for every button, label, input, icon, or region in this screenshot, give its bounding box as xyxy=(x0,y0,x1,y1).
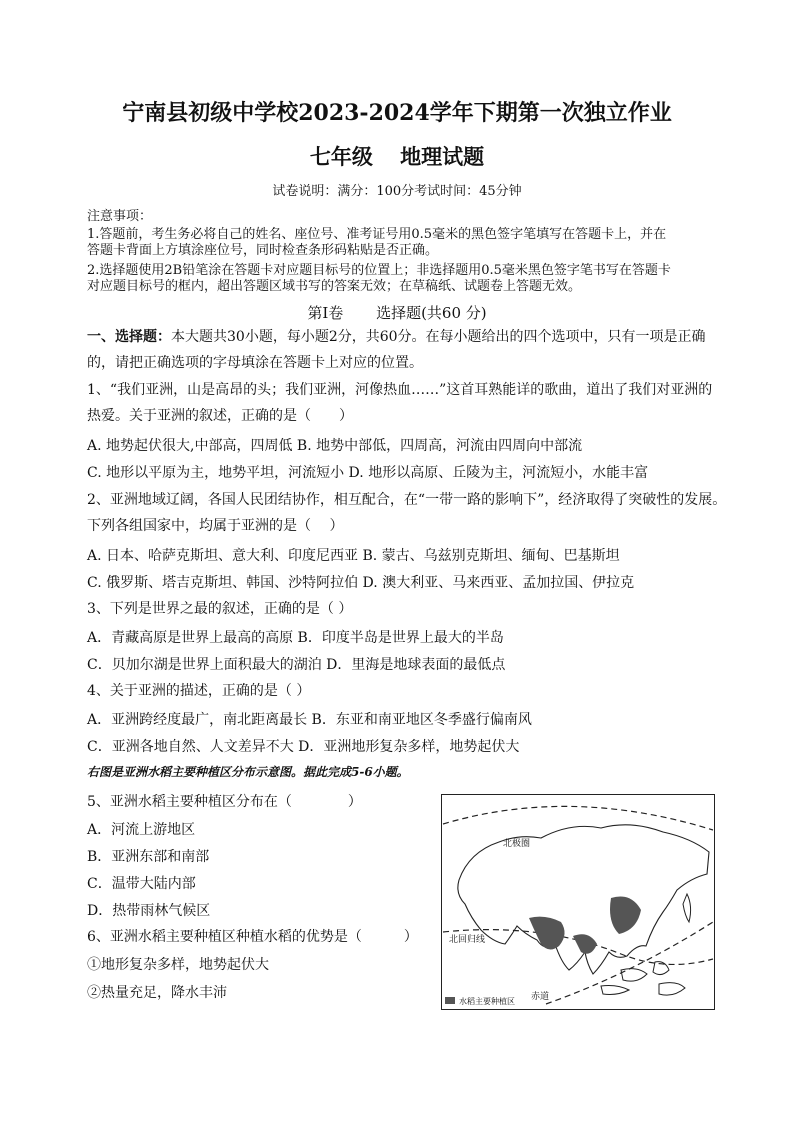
subject-label: 地理试题 xyxy=(400,144,485,169)
q5-option-c: C．温带大陆内部 xyxy=(87,876,196,892)
q5-option-b: B．亚洲东部和南部 xyxy=(87,849,210,865)
notice-item-1a: 1.答题前，考生务必将自己的姓名、座位号、准考证号用0.5毫米的黑色签字笔填写在答题卡上，并在 xyxy=(87,227,667,242)
q1-options-ab: A. 地势起伏很大,中部高，四周低 B. 地势中部低，四周高，河流由四周向中部流 xyxy=(87,438,583,454)
section-title xyxy=(0,302,794,323)
q4-options-cd: C．亚洲各地自然、人文差异不大 D．亚洲地形复杂多样，地势起伏大 xyxy=(87,739,520,755)
q2-stem-2: 下列各组国家中，均属于亚洲的是（ ） xyxy=(87,518,344,534)
q5-option-a: A．河流上游地区 xyxy=(87,822,196,838)
q3-stem: 3、下列是世界之最的叙述，正确的是（ ） xyxy=(87,601,353,617)
exam-title: 宁南县初级中学校2023-2024学年下期第一次独立作业 xyxy=(122,100,672,126)
label-tropic: 北回归线 xyxy=(449,935,486,945)
instructions-label: 一、选择题： xyxy=(87,329,171,345)
legend-label: 水稻主要种植区 xyxy=(459,997,515,1006)
instructions-line1: 一、选择题：本大题共30小题，每小题2分，共60分。在每小题给出的四个选项中，只有一项是正确 xyxy=(87,329,706,345)
map-intro: 右图是亚洲水稻主要种植区分布示意图。据此完成5-6小题。 xyxy=(87,765,409,779)
notice-item-2a: 2.选择题使用2B铅笔涂在答题卡对应题目标号的位置上；非选择题用0.5毫米黑色签字笔书写在答题卡 xyxy=(87,263,671,278)
q5-stem: 5、亚洲水稻主要种植区分布在（ ） xyxy=(87,794,362,810)
q4-stem: 4、关于亚洲的描述，正确的是（ ） xyxy=(87,683,311,699)
label-equator: 赤道 xyxy=(531,992,550,1002)
q4-options-ab: A．亚洲跨经度最广，南北距离最长 B．东亚和南亚地区冬季盛行偏南风 xyxy=(87,712,532,728)
q2-options-ab: A. 日本、哈萨克斯坦、意大利、印度尼西亚 B. 蒙古、乌兹别克斯坦、缅甸、巴基斯坦 xyxy=(87,548,620,564)
legend-swatch xyxy=(445,997,455,1004)
q1-stem-2: 热爱。关于亚洲的叙述，正确的是（ ） xyxy=(87,408,353,424)
section-part: 第Ⅰ卷 xyxy=(307,304,344,322)
q6-option-2: ②热量充足，降水丰沛 xyxy=(87,985,227,1001)
instructions-line2: 的，请把正确选项的字母填涂在答题卡上对应的位置。 xyxy=(87,355,423,371)
exam-subtitle xyxy=(0,141,794,171)
notice-item-2b: 对应题目标号的框内，超出答题区域书写的答案无效；在草稿纸、试题卷上答题无效。 xyxy=(87,279,582,294)
notice-heading: 注意事项： xyxy=(87,209,153,224)
section-name: 选择题(共60 分) xyxy=(376,304,487,322)
q1-options-cd: C. 地形以平原为主，地势平坦，河流短小 D. 地形以高原、丘陵为主，河流短小，水能丰富 xyxy=(87,465,649,481)
q6-option-1: ①地形复杂多样，地势起伏大 xyxy=(87,957,269,973)
q3-options-ab: A．青藏高原是世界上最高的高原 B．印度半岛是世界上最大的半岛 xyxy=(87,630,504,646)
q2-options-cd: C. 俄罗斯、塔吉克斯坦、韩国、沙特阿拉伯 D. 澳大利亚、马来西亚、孟加拉国、伊拉克 xyxy=(87,575,635,591)
q5-option-d: D．热带雨林气候区 xyxy=(87,903,211,919)
q1-stem-1: 1、“我们亚洲，山是高昂的头；我们亚洲，河像热血……”这首耳熟能详的歌曲，道出了我们对亚洲的 xyxy=(87,382,713,398)
q2-stem-1: 2、亚洲地域辽阔，各国人民团结协作，相互配合，在“一带一路的影响下”，经济取得了突破性的发展。 xyxy=(87,492,727,508)
q6-stem: 6、亚洲水稻主要种植区种植水稻的优势是（ ） xyxy=(87,929,418,945)
exam-info: 试卷说明：满分：100分考试时间：45分钟 xyxy=(272,184,522,199)
asia-rice-map xyxy=(441,794,715,1010)
q3-options-cd: C．贝加尔湖是世界上面积最大的湖泊 D．里海是地球表面的最低点 xyxy=(87,657,506,673)
grade-label: 七年级 xyxy=(309,144,373,169)
notice-item-1b: 答题卡背面上方填涂座位号，同时检查条形码粘贴是否正确。 xyxy=(87,243,439,258)
label-arctic-circle: 北极圈 xyxy=(503,839,531,849)
